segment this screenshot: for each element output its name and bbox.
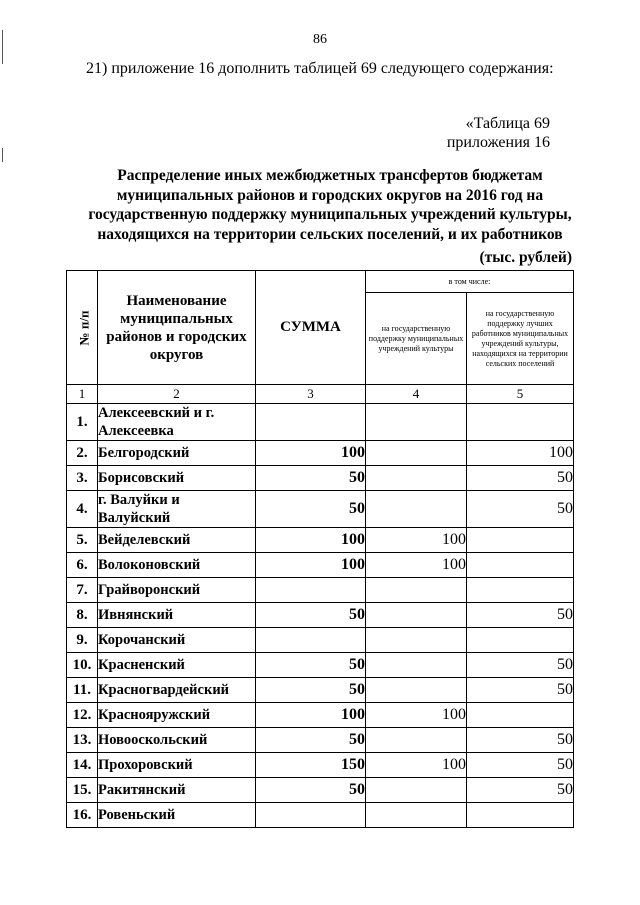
- culture-institutions-value: 100: [366, 753, 467, 778]
- row-number: 14.: [67, 753, 98, 778]
- row-number: 7.: [67, 578, 98, 603]
- culture-institutions-value: [366, 628, 467, 653]
- table-row: [67, 628, 574, 653]
- table-row: [67, 703, 574, 728]
- district-name: Прохоровский: [98, 753, 256, 778]
- sum-value: 50: [256, 491, 366, 528]
- district-name: Ровеньский: [98, 803, 256, 828]
- header-col4: на государственную поддержку муниципальных учреждений культуры: [366, 293, 467, 385]
- table-row: [67, 528, 574, 553]
- row-number: 6.: [67, 553, 98, 578]
- table-row: [67, 441, 574, 466]
- district-name: Борисовский: [98, 466, 256, 491]
- district-name: Белгородский: [98, 441, 256, 466]
- culture-institutions-value: [366, 678, 467, 703]
- row-number: 4.: [67, 491, 98, 528]
- row-number: 1.: [67, 404, 98, 441]
- district-name: Красненский: [98, 653, 256, 678]
- row-number: 5.: [67, 528, 98, 553]
- best-workers-value: 50: [467, 491, 574, 528]
- district-name: г. Валуйки и Валуйский: [98, 491, 256, 528]
- header-number: № п/п: [67, 271, 98, 385]
- header-name: Наименование муниципальных районов и городских округов: [98, 271, 256, 385]
- district-name: Волоконовский: [98, 553, 256, 578]
- sum-value: 50: [256, 653, 366, 678]
- column-number: 5: [467, 385, 574, 404]
- culture-institutions-value: [366, 728, 467, 753]
- row-number: 2.: [67, 441, 98, 466]
- table-row: [67, 553, 574, 578]
- column-number: 2: [98, 385, 256, 404]
- district-name: Алексеевский и г. Алексеевка: [98, 404, 256, 441]
- culture-institutions-value: 100: [366, 553, 467, 578]
- best-workers-value: [467, 553, 574, 578]
- culture-institutions-value: [366, 441, 467, 466]
- culture-institutions-value: [366, 653, 467, 678]
- best-workers-value: 50: [467, 678, 574, 703]
- row-number: 15.: [67, 778, 98, 803]
- table-row: [67, 778, 574, 803]
- margin-mark: [2, 148, 3, 162]
- table-row: [67, 653, 574, 678]
- table-row: [67, 753, 574, 778]
- allocation-table: [66, 270, 574, 828]
- sum-value: 50: [256, 728, 366, 753]
- row-number: 13.: [67, 728, 98, 753]
- table-ref-line: «Таблица 69: [465, 115, 550, 132]
- header-including: в том числе:: [366, 271, 574, 293]
- column-number: 4: [366, 385, 467, 404]
- header-col5: на государственную поддержку лучших работников муниципальных учреждений культуры, находящихся на территории сельских поселений: [467, 293, 574, 385]
- table-row: [67, 728, 574, 753]
- header-sum: СУММА: [256, 271, 366, 385]
- sum-value: [256, 578, 366, 603]
- best-workers-value: 50: [467, 466, 574, 491]
- sum-value: 50: [256, 778, 366, 803]
- culture-institutions-value: 100: [366, 528, 467, 553]
- district-name: Новооскольский: [98, 728, 256, 753]
- table-row: [67, 466, 574, 491]
- sum-value: [256, 803, 366, 828]
- district-name: Ракитянский: [98, 778, 256, 803]
- intro-text: 21) приложение 16 дополнить таблицей 69 следующего содержания:: [86, 60, 554, 77]
- units-label: (тыс. рублей): [479, 249, 572, 266]
- best-workers-value: 50: [467, 653, 574, 678]
- row-number: 16.: [67, 803, 98, 828]
- best-workers-value: [467, 528, 574, 553]
- sum-value: 100: [256, 703, 366, 728]
- district-name: Грайворонский: [98, 578, 256, 603]
- sum-value: 50: [256, 603, 366, 628]
- culture-institutions-value: [366, 778, 467, 803]
- table-row: [67, 603, 574, 628]
- table-row: [67, 803, 574, 828]
- sum-value: 100: [256, 553, 366, 578]
- culture-institutions-value: [366, 803, 467, 828]
- table-reference: [447, 114, 550, 152]
- best-workers-value: 50: [467, 728, 574, 753]
- sum-value: 100: [256, 441, 366, 466]
- column-number: 3: [256, 385, 366, 404]
- culture-institutions-value: 100: [366, 703, 467, 728]
- table-ref-line: приложения 16: [446, 134, 550, 151]
- district-name: Ивнянский: [98, 603, 256, 628]
- district-name: Корочанский: [98, 628, 256, 653]
- row-number: 8.: [67, 603, 98, 628]
- table-row: [67, 404, 574, 441]
- best-workers-value: [467, 803, 574, 828]
- best-workers-value: [467, 703, 574, 728]
- table-row: [67, 491, 574, 528]
- sum-value: [256, 628, 366, 653]
- culture-institutions-value: [366, 491, 467, 528]
- culture-institutions-value: [366, 404, 467, 441]
- column-number: 1: [67, 385, 98, 404]
- best-workers-value: [467, 578, 574, 603]
- culture-institutions-value: [366, 578, 467, 603]
- row-number: 9.: [67, 628, 98, 653]
- row-number: 3.: [67, 466, 98, 491]
- row-number: 12.: [67, 703, 98, 728]
- best-workers-value: 50: [467, 603, 574, 628]
- row-number: 10.: [67, 653, 98, 678]
- best-workers-value: 50: [467, 778, 574, 803]
- district-name: Краснояружский: [98, 703, 256, 728]
- table-row: [67, 578, 574, 603]
- sum-value: 100: [256, 528, 366, 553]
- sum-value: [256, 404, 366, 441]
- sum-value: 50: [256, 678, 366, 703]
- row-number: 11.: [67, 678, 98, 703]
- best-workers-value: 100: [467, 441, 574, 466]
- culture-institutions-value: [366, 603, 467, 628]
- culture-institutions-value: [366, 466, 467, 491]
- district-name: Вейделевский: [98, 528, 256, 553]
- table-row: [67, 678, 574, 703]
- page-number: 86: [313, 32, 327, 47]
- district-name: Красногвардейский: [98, 678, 256, 703]
- sum-value: 50: [256, 466, 366, 491]
- best-workers-value: [467, 404, 574, 441]
- document-title: Распределение иных межбюджетных трансфертов бюджетам муниципальных районов и городских округов на 2016 год на государственную поддержку муниципальных учреждений культуры, находящихся на территории сельских поселений, и их работников: [88, 167, 572, 243]
- sum-value: 150: [256, 753, 366, 778]
- best-workers-value: [467, 628, 574, 653]
- best-workers-value: 50: [467, 753, 574, 778]
